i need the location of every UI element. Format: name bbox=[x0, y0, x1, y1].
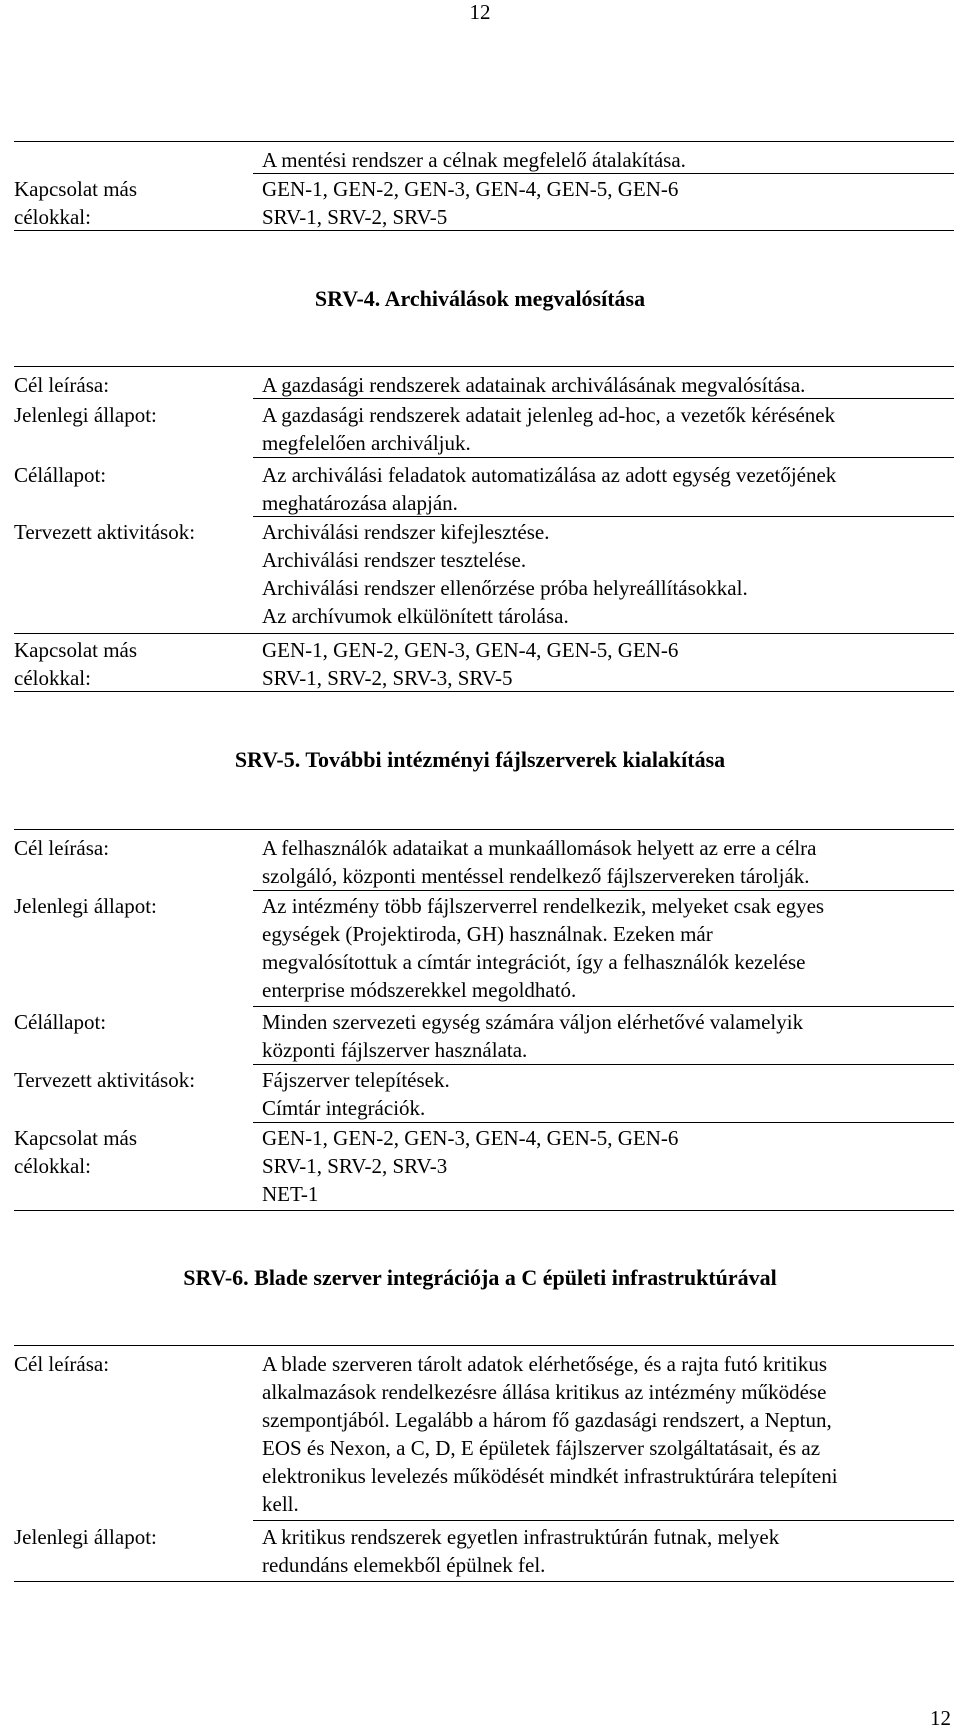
cell-value: EOS és Nexon, a C, D, E épületek fájlszerver szolgáltatásait, és az bbox=[262, 1436, 821, 1460]
cell-value: A blade szerveren tárolt adatok elérhetősége, és a rajta futó kritikus bbox=[262, 1352, 828, 1376]
cell-value: Az archiválási feladatok automatizálása az adott egység vezetőjének bbox=[262, 463, 837, 487]
table-rule bbox=[253, 890, 954, 891]
table-rule bbox=[253, 1122, 954, 1123]
section-heading: SRV-5. További intézményi fájlszerverek kialakítása bbox=[234, 747, 726, 772]
cell-value: kell. bbox=[262, 1492, 299, 1516]
cell-label: Kapcsolat más bbox=[14, 177, 138, 201]
cell-label: célokkal: bbox=[14, 1154, 91, 1178]
cell-label: Cél leírása: bbox=[14, 1352, 110, 1376]
table-rule bbox=[14, 1345, 954, 1346]
cell-label: Jelenlegi állapot: bbox=[14, 403, 157, 427]
table-rule bbox=[14, 633, 954, 634]
cell-label: Tervezett aktivitások: bbox=[14, 520, 196, 544]
cell-value: Minden szervezeti egység számára váljon elérhetővé valamelyik bbox=[262, 1010, 804, 1034]
cell-value: A felhasználók adataikat a munkaállomások helyett az erre a célra bbox=[262, 836, 817, 860]
cell-value: A gazdasági rendszerek adatait jelenleg ad-hoc, a vezetők kérésének bbox=[262, 403, 836, 427]
cell-value: SRV-1, SRV-2, SRV-3 bbox=[262, 1154, 448, 1178]
cell-value: elektronikus levelezés működését mindkét infrastruktúrára telepíteni bbox=[262, 1464, 838, 1488]
cell-value: Az archívumok elkülönített tárolása. bbox=[262, 604, 569, 628]
cell-value: központi fájlszerver használata. bbox=[262, 1038, 528, 1062]
cell-value: Fájszerver telepítések. bbox=[262, 1068, 450, 1092]
cell-value: GEN-1, GEN-2, GEN-3, GEN-4, GEN-5, GEN-6 bbox=[262, 177, 679, 201]
cell-value: GEN-1, GEN-2, GEN-3, GEN-4, GEN-5, GEN-6 bbox=[262, 638, 679, 662]
cell-label: célokkal: bbox=[14, 205, 91, 229]
cell-value: SRV-1, SRV-2, SRV-3, SRV-5 bbox=[262, 666, 513, 690]
section-heading: SRV-4. Archiválások megvalósítása bbox=[314, 286, 646, 311]
cell-label: Kapcsolat más bbox=[14, 638, 138, 662]
cell-value: megfelelően archiváljuk. bbox=[262, 431, 471, 455]
cell-value: megvalósítottuk a címtár integrációt, így a felhasználók kezelése bbox=[262, 950, 806, 974]
cell-label: Cél leírása: bbox=[14, 836, 110, 860]
table-rule bbox=[253, 1064, 954, 1065]
cell-value: szolgáló, központi mentéssel rendelkező fájlszervereken tárolják. bbox=[262, 864, 810, 888]
cell-value: meghatározása alapján. bbox=[262, 491, 458, 515]
table-rule bbox=[14, 691, 954, 692]
table-rule bbox=[253, 398, 954, 399]
cell-label: Kapcsolat más bbox=[14, 1126, 138, 1150]
table-rule bbox=[253, 1006, 954, 1007]
cell-label: Cél leírása: bbox=[14, 373, 110, 397]
cell-value: SRV-1, SRV-2, SRV-5 bbox=[262, 205, 448, 229]
cell-value: A mentési rendszer a célnak megfelelő átalakítása. bbox=[262, 148, 686, 172]
cell-label: célokkal: bbox=[14, 666, 91, 690]
cell-value: Archiválási rendszer kifejlesztése. bbox=[262, 520, 550, 544]
page-number-top: 12 bbox=[469, 0, 491, 24]
cell-value: A kritikus rendszerek egyetlen infrastruktúrán futnak, melyek bbox=[262, 1525, 780, 1549]
cell-value: redundáns elemekből épülnek fel. bbox=[262, 1553, 546, 1577]
cell-value: Címtár integrációk. bbox=[262, 1096, 426, 1120]
table-rule bbox=[253, 173, 954, 174]
table-rule bbox=[14, 1581, 954, 1582]
cell-value: Archiválási rendszer ellenőrzése próba helyreállításokkal. bbox=[262, 576, 748, 600]
cell-value: egységek (Projektiroda, GH) használnak. Ezeken már bbox=[262, 922, 713, 946]
section-heading: SRV-6. Blade szerver integrációja a C épületi infrastruktúrával bbox=[183, 1265, 777, 1290]
cell-value: Az intézmény több fájlszerverrel rendelkezik, melyeket csak egyes bbox=[262, 894, 825, 918]
cell-label: Jelenlegi állapot: bbox=[14, 894, 157, 918]
table-rule bbox=[14, 230, 954, 231]
cell-label: Tervezett aktivitások: bbox=[14, 1068, 196, 1092]
table-rule bbox=[14, 829, 954, 830]
page-number-bottom: 12 bbox=[930, 1706, 951, 1730]
cell-label: Célállapot: bbox=[14, 1010, 107, 1034]
cell-value: GEN-1, GEN-2, GEN-3, GEN-4, GEN-5, GEN-6 bbox=[262, 1126, 679, 1150]
cell-value: szempontjából. Legalább a három fő gazdasági rendszert, a Neptun, bbox=[262, 1408, 832, 1432]
table-rule bbox=[253, 457, 954, 458]
cell-value: A gazdasági rendszerek adatainak archiválásának megvalósítása. bbox=[262, 373, 806, 397]
cell-label: Jelenlegi állapot: bbox=[14, 1525, 157, 1549]
table-rule bbox=[14, 141, 954, 142]
table-rule bbox=[14, 1210, 954, 1211]
table-rule bbox=[253, 516, 954, 517]
cell-value: enterprise módszerekkel megoldható. bbox=[262, 978, 577, 1002]
table-rule bbox=[253, 1520, 954, 1521]
cell-label: Célállapot: bbox=[14, 463, 107, 487]
cell-value: alkalmazások rendelkezésre állása kritikus az intézmény működése bbox=[262, 1380, 827, 1404]
cell-value: NET-1 bbox=[262, 1182, 319, 1206]
table-rule bbox=[14, 366, 954, 367]
cell-value: Archiválási rendszer tesztelése. bbox=[262, 548, 527, 572]
